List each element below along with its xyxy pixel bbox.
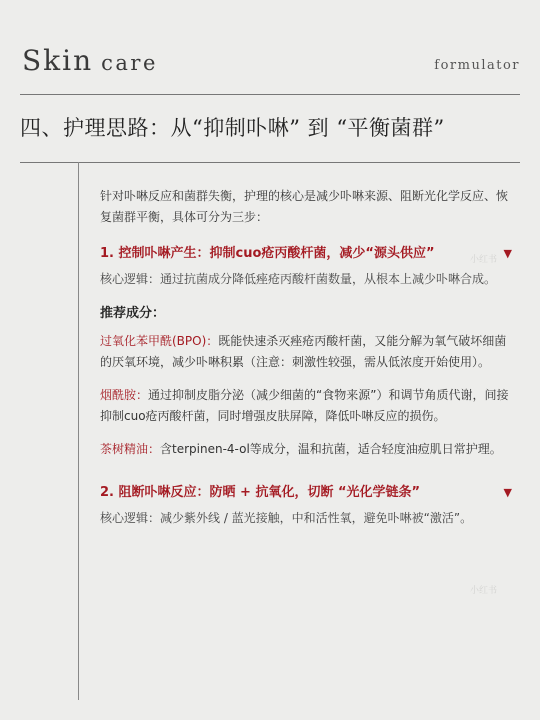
section-1-heading [100,243,512,265]
article-body [100,186,512,542]
page-heading: 四、护理思路：从“抑制卟啉” 到 “平衡菌群” [20,116,445,140]
section-1-title: 1. 控制卟啉产生：抑制cuo疮丙酸杆菌，减少“源头供应” [100,246,435,261]
brand-subtitle: formulator [434,58,520,73]
section-2-title: 2. 阻断卟啉反应：防晒 + 抗氧化，切断 “光化学链条” [100,485,421,500]
ingredient-text: 通过抑制皮脂分泌（减少细菌的“食物来源”）和调节角质代谢，间接抑制cuo疮丙酸杆菌，同时增强皮肤屏障，降低卟啉反应的损伤。 [100,388,509,423]
vertical-rule [78,162,79,700]
recommend-label: 推荐成分： [100,306,166,321]
ingredient-name: 过氧化苯甲酰(BPO)： [100,334,219,348]
ingredient-text: 含terpinen-4-ol等成分，温和抗菌，适合轻度油痘肌日常护理。 [160,442,502,456]
ingredient-name: 烟酰胺： [100,388,149,402]
brand-title [22,44,158,77]
brand-title-main: Skin [22,44,94,77]
section-2-heading [100,482,512,504]
watermark-2: 小红书 [470,586,498,596]
brand-title-second: care [101,51,158,75]
ingredient-name: 茶树精油： [100,442,161,456]
ingredient-tea-tree [100,439,512,460]
ingredient-text: 既能快速杀灭痤疮丙酸杆菌，又能分解为氧气破坏细菌的厌氧环境，减少卟啉积累（注意：刺激性较强，需从低浓度开始使用）。 [100,334,507,369]
top-divider [20,94,520,95]
ingredient-niacinamide [100,385,512,427]
section-2-logic: 核心逻辑：减少紫外线 / 蓝光接触，中和活性氧，避免卟啉被“激活”。 [100,511,473,525]
section-1-logic: 核心逻辑：通过抗菌成分降低痤疮丙酸杆菌数量，从根本上减少卟啉合成。 [100,272,497,286]
heading-divider [20,162,520,163]
ingredient-bpo [100,331,512,373]
triangle-down-icon: ▼ [503,247,512,260]
watermark-1: 小红书 [470,255,498,265]
triangle-down-icon: ▼ [503,486,512,499]
intro-paragraph: 针对卟啉反应和菌群失衡，护理的核心是减少卟啉来源、阻断光化学反应、恢复菌群平衡，具体可分为三步： [100,189,509,224]
